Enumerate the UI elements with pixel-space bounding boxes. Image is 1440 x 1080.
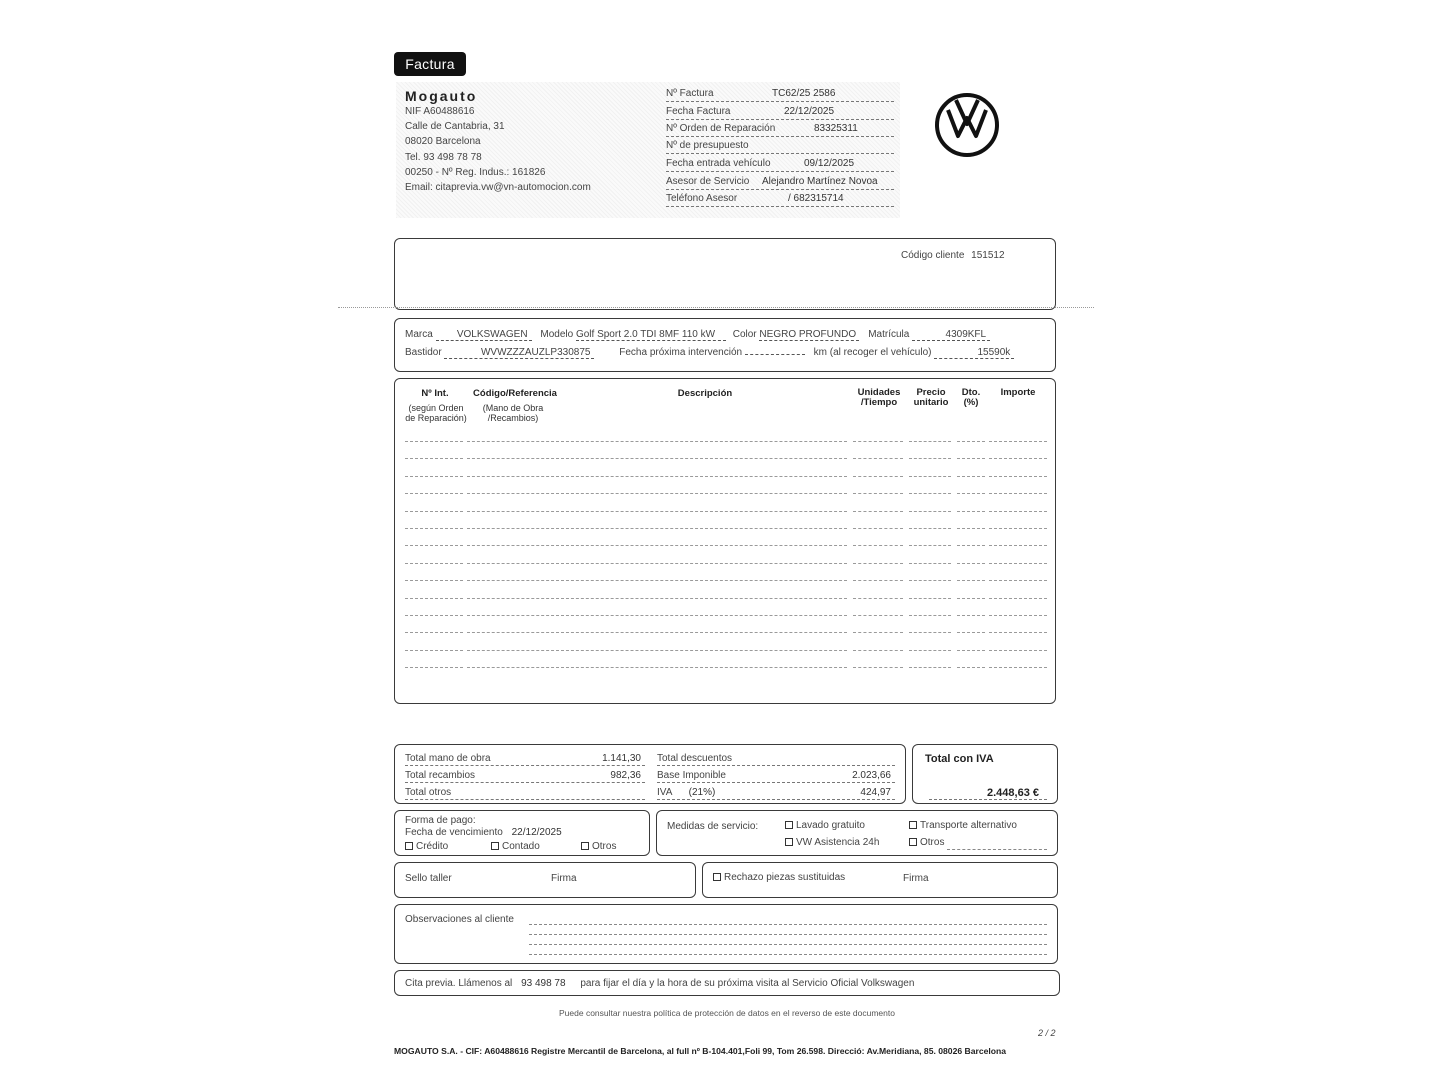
table-row-line (957, 580, 985, 581)
table-row-line (853, 580, 903, 581)
table-row-line (853, 667, 903, 668)
table-row-line (909, 493, 951, 494)
items-table (394, 378, 1056, 704)
credit-checkbox[interactable] (405, 842, 413, 850)
company-email: Email: citaprevia.vw@vn-automocion.com (405, 182, 591, 194)
table-row-line (467, 441, 559, 442)
table-row-line (467, 458, 559, 459)
table-row-line (909, 580, 951, 581)
table-row-line (853, 528, 903, 529)
cash-checkbox[interactable] (491, 842, 499, 850)
bastidor-label: Bastidor (405, 347, 442, 358)
budget-number-label: Nº de presupuesto (666, 140, 749, 151)
table-row-line (909, 632, 951, 633)
invoice-date-row (666, 106, 894, 120)
table-row-line (909, 650, 951, 651)
service-option-transport[interactable] (909, 820, 1017, 831)
vat-value: 424,97 (860, 787, 891, 798)
table-row-line (561, 615, 847, 616)
table-row-line (467, 545, 559, 546)
km-label: km (al recoger el vehículo) (813, 347, 932, 358)
table-row-line (989, 598, 1047, 599)
client-code (901, 250, 1005, 261)
tax-base-label: Base Imponible (657, 770, 726, 781)
appointment-prefix: Cita previa. Llámenos al (405, 978, 513, 989)
table-row-line (561, 650, 847, 651)
wash-label: Lavado gratuito (796, 820, 865, 831)
col-header-code: Código/Referencia (473, 388, 557, 399)
company-name: Mogauto (405, 88, 478, 104)
wash-checkbox[interactable] (785, 821, 793, 829)
service-measures-box (656, 810, 1058, 856)
discount-total-label: Total descuentos (657, 753, 733, 764)
table-row-line (989, 545, 1047, 546)
table-row-line (853, 441, 903, 442)
scan-artifact-line (338, 307, 1094, 309)
cash-label: Contado (502, 841, 540, 852)
labor-total-label: Total mano de obra (405, 753, 491, 764)
vehicle-box (394, 318, 1056, 372)
table-row-line (467, 650, 559, 651)
other-service-label: Otros (920, 837, 945, 848)
volkswagen-logo-icon (934, 92, 1000, 158)
table-row-line (467, 563, 559, 564)
table-row-line (561, 598, 847, 599)
table-row-line (405, 580, 463, 581)
modelo-value: Golf Sport 2.0 TDI 8MF 110 kW (576, 329, 726, 341)
table-row-line (957, 441, 985, 442)
labor-total-row (405, 753, 645, 766)
table-row-line (853, 545, 903, 546)
vat-label: IVA (657, 787, 672, 798)
total-with-vat-label: Total con IVA (925, 753, 994, 765)
tax-base-row (657, 770, 895, 783)
col-header-discount: Dto. (%) (961, 387, 981, 408)
table-row-line (853, 458, 903, 459)
workshop-stamp-box (394, 862, 696, 898)
col-header-code-sub: (Mano de Obra /Recambios) (482, 403, 544, 423)
invoice-date-value: 22/12/2025 (784, 106, 835, 117)
appointment-text (405, 978, 914, 989)
table-row-line (989, 441, 1047, 442)
service-option-other[interactable] (909, 837, 944, 848)
table-row-line (561, 458, 847, 459)
repair-order-row (666, 123, 894, 137)
table-row-line (853, 493, 903, 494)
observations-box (394, 904, 1058, 964)
budget-number-row (666, 140, 894, 154)
table-row-line (909, 563, 951, 564)
company-nif: NIF A60488616 (405, 106, 475, 117)
col-header-description: Descripción (677, 388, 733, 399)
col-header-amount: Importe (1000, 387, 1036, 398)
parts-total-label: Total recambios (405, 770, 476, 781)
invoice-number-value: TC62/25 2586 (772, 88, 836, 99)
bastidor-value: WVWZZZAUZLP330875 (444, 347, 594, 359)
credit-label: Crédito (416, 841, 449, 852)
table-row-line (405, 441, 463, 442)
entry-date-label: Fecha entrada vehículo (666, 158, 771, 169)
vat-rate: (21%) (688, 787, 716, 798)
col-header-price: Precio unitario (913, 387, 949, 408)
discount-total-row (657, 753, 895, 766)
km-value: 15590k (934, 347, 1014, 359)
service-option-wash[interactable] (785, 820, 865, 831)
table-row-line (561, 493, 847, 494)
table-row-line (909, 615, 951, 616)
table-row-line (405, 632, 463, 633)
table-row-line (467, 511, 559, 512)
table-row-line (405, 650, 463, 651)
table-row-line (909, 667, 951, 668)
table-row-line (957, 511, 985, 512)
client-signature-label: Firma (903, 873, 929, 884)
table-row-line (957, 563, 985, 564)
payment-option-cash[interactable] (491, 841, 540, 852)
due-date-row (405, 827, 562, 838)
table-row-line (467, 615, 559, 616)
table-row-line (989, 632, 1047, 633)
table-row-line (957, 632, 985, 633)
repair-order-label: Nº Orden de Reparación (666, 123, 776, 134)
table-row-line (405, 476, 463, 477)
table-row-line (957, 615, 985, 616)
labor-total-value: 1.141,30 (602, 753, 641, 764)
appointment-suffix: para fijar el día y la hora de su próxima visita al Servicio Oficial Volkswagen (580, 978, 915, 989)
advisor-phone-value: / 682315714 (788, 193, 844, 204)
entry-date-value: 09/12/2025 (804, 158, 855, 169)
assistance-label: VW Asistencia 24h (796, 837, 880, 848)
table-row-line (561, 563, 847, 564)
marca-label: Marca (405, 329, 433, 340)
rejection-label: Rechazo piezas sustituidas (724, 872, 846, 883)
client-code-value: 151512 (971, 250, 1005, 261)
service-measures-label: Medidas de servicio: (667, 821, 759, 832)
total-with-vat-value: 2.448,63 € (929, 787, 1047, 800)
invoice-date-label: Fecha Factura (666, 106, 731, 117)
payment-option-credit[interactable] (405, 841, 448, 852)
table-row-line (561, 632, 847, 633)
table-row-line (561, 545, 847, 546)
other-total-label: Total otros (405, 787, 452, 798)
table-row-line (989, 458, 1047, 459)
table-row-line (957, 458, 985, 459)
client-box (394, 238, 1056, 310)
other-service-checkbox[interactable] (909, 838, 917, 846)
vehicle-row-2 (405, 347, 1045, 359)
table-row-line (989, 580, 1047, 581)
observations-label: Observaciones al cliente (405, 914, 514, 925)
invoice-number-label: Nº Factura (666, 88, 714, 99)
col-header-num-sub: (según Orden de Reparación) (405, 403, 467, 423)
table-row-line (853, 511, 903, 512)
workshop-signature-label: Firma (551, 873, 577, 884)
company-address: Calle de Cantabria, 31 (405, 121, 505, 133)
rejection-option[interactable] (713, 872, 845, 883)
table-row-line (467, 580, 559, 581)
payment-method-label: Forma de pago: (405, 815, 476, 826)
table-row-line (989, 650, 1047, 651)
table-row-line (989, 528, 1047, 529)
table-row-line (561, 476, 847, 477)
table-row-line (467, 493, 559, 494)
payment-box (394, 810, 650, 856)
company-registry: 00250 - Nº Reg. Indus.: 161826 (405, 166, 546, 178)
table-row-line (909, 545, 951, 546)
table-row-line (467, 667, 559, 668)
repair-order-value: 83325311 (814, 123, 858, 134)
rejection-checkbox[interactable] (713, 873, 721, 881)
entry-date-row (666, 158, 894, 172)
company-phone: Tel. 93 498 78 78 (405, 151, 482, 163)
table-row-line (405, 545, 463, 546)
table-row-line (989, 476, 1047, 477)
appointment-box (394, 970, 1060, 996)
marca-value: VOLKSWAGEN (436, 329, 532, 341)
modelo-label: Modelo (540, 329, 574, 340)
payment-option-other[interactable] (581, 841, 616, 852)
table-row-line (989, 493, 1047, 494)
table-row-line (909, 511, 951, 512)
proxima-label: Fecha próxima intervención (619, 347, 743, 358)
col-header-num: Nº Int. (421, 388, 449, 399)
table-row-line (561, 528, 847, 529)
table-row-line (957, 598, 985, 599)
table-row-line (853, 563, 903, 564)
color-label: Color (732, 329, 757, 340)
service-advisor-row (666, 176, 894, 190)
table-row-line (909, 458, 951, 459)
table-row-line (405, 511, 463, 512)
client-code-label: Código cliente (901, 250, 965, 261)
table-row-line (957, 528, 985, 529)
parts-total-value: 982,36 (610, 770, 641, 781)
table-row-line (957, 650, 985, 651)
advisor-phone-row (666, 193, 894, 207)
privacy-note: Puede consultar nuestra política de protección de datos en el reverso de este documento (559, 1008, 895, 1018)
totals-box (394, 744, 906, 804)
table-row-line (467, 598, 559, 599)
table-row-line (989, 563, 1047, 564)
service-advisor-value: Alejandro Martínez Novoa (762, 176, 878, 187)
table-row-line (467, 632, 559, 633)
table-row-line (405, 615, 463, 616)
table-row-line (561, 511, 847, 512)
table-row-line (405, 493, 463, 494)
table-row-line (405, 667, 463, 668)
assistance-checkbox[interactable] (785, 838, 793, 846)
advisor-phone-label: Teléfono Asesor (666, 193, 738, 204)
due-date-value: 22/12/2025 (511, 827, 562, 838)
parts-total-row (405, 770, 645, 783)
table-row-line (405, 458, 463, 459)
due-date-label: Fecha de vencimiento (405, 827, 503, 838)
table-row-line (957, 476, 985, 477)
company-city: 08020 Barcelona (405, 136, 481, 148)
company-info (405, 88, 645, 195)
other-payment-label: Otros (592, 841, 617, 852)
total-with-vat-box (912, 744, 1058, 804)
table-row-line (467, 528, 559, 529)
table-row-line (853, 615, 903, 616)
table-row-line (467, 476, 559, 477)
table-row-line (909, 598, 951, 599)
table-row-line (957, 493, 985, 494)
table-row-line (561, 441, 847, 442)
other-total-row (405, 787, 645, 800)
vehicle-row-1 (405, 329, 1045, 341)
transport-label: Transporte alternativo (920, 820, 1017, 831)
vat-row (657, 787, 895, 800)
rejection-box (702, 862, 1058, 898)
table-row-line (909, 476, 951, 477)
table-row-line (989, 511, 1047, 512)
table-row-line (853, 598, 903, 599)
table-row-line (561, 580, 847, 581)
service-advisor-label: Asesor de Servicio (666, 176, 750, 187)
table-row-line (853, 476, 903, 477)
company-footer: MOGAUTO S.A. - CIF: A60488616 Registre Mercantil de Barcelona, al full nº B-104.401,Foli 99, Tom 26.598. Direcció: Av.Meridiana, 85. 08026 Barcelona (394, 1046, 1007, 1056)
table-row-line (957, 545, 985, 546)
table-row-line (957, 667, 985, 668)
matricula-value: 4309KFL (912, 329, 990, 341)
table-row-line (405, 563, 463, 564)
document-type-badge: Factura (394, 52, 466, 76)
table-row-line (405, 528, 463, 529)
color-value: NEGRO PROFUNDO (759, 329, 859, 341)
table-row-line (561, 667, 847, 668)
col-header-units: Unidades /Tiempo (857, 387, 901, 408)
table-row-line (909, 441, 951, 442)
appointment-phone: 93 498 78 (521, 978, 566, 989)
table-row-line (989, 667, 1047, 668)
table-row-line (989, 615, 1047, 616)
tax-base-value: 2.023,66 (852, 770, 891, 781)
table-row-line (853, 632, 903, 633)
table-row-line (853, 650, 903, 651)
table-row-line (909, 528, 951, 529)
table-row-line (405, 598, 463, 599)
service-option-assistance[interactable] (785, 837, 879, 848)
other-payment-checkbox[interactable] (581, 842, 589, 850)
invoice-number-row (666, 88, 894, 102)
transport-checkbox[interactable] (909, 821, 917, 829)
page-number: 2 / 2 (1038, 1028, 1056, 1038)
workshop-stamp-label: Sello taller (405, 873, 452, 884)
matricula-label: Matrícula (868, 329, 910, 340)
